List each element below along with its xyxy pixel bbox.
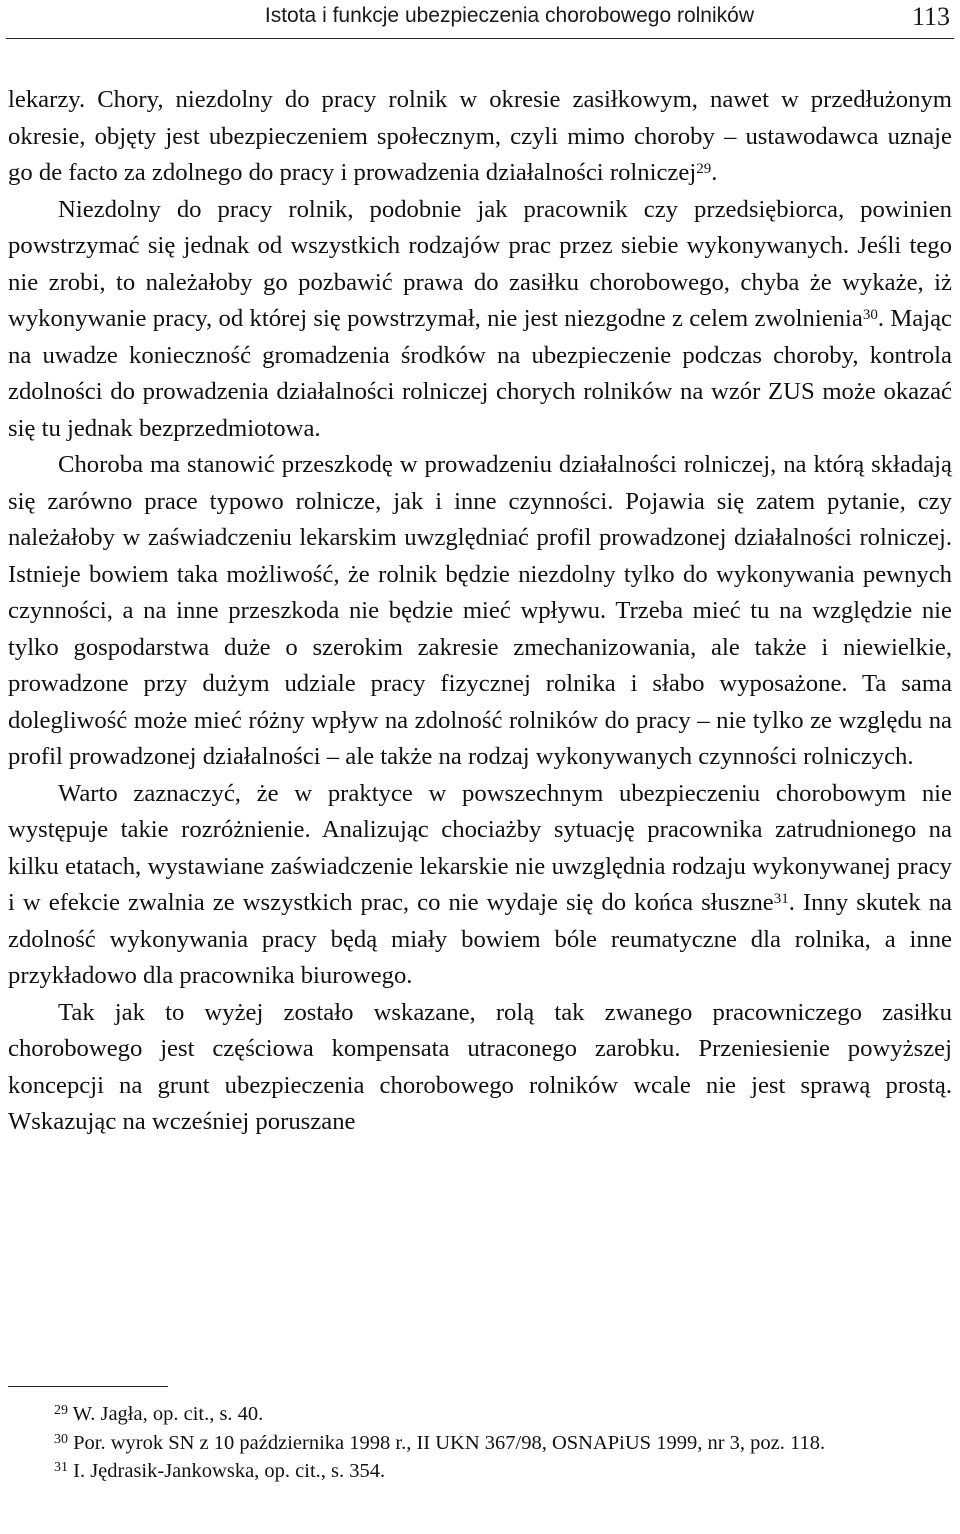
footnote-29: $^{29}$ W. Jagła, op. cit., s. 40. — [54, 1403, 264, 1425]
footnote-ref-30[interactable]: 30 — [862, 307, 878, 323]
paragraph-4: Warto zaznaczyć, że w praktyce w powszechnym ubezpieczeniu chorobowym nie występuje takie rozróżnienie. Analizując chociażby sytuację pracownika zatrudnionego na kilku etatach, wystawiane zaświadczenie lekarskie nie uwzględnia rodzaju wykonywanej pracy i w efekcie zwalnia ze wszystkich prac, co nie wydaje się do końca słuszne$^{31}$. Inny skutek na zdolność wykonywania pracy będą miały bowiem bóle reumatyczne dla rolnika, a inne przykładowo dla pracownika biurowego. — [8, 779, 952, 989]
footnote-30: $^{30}$ Por. wyrok SN z 10 października 1998 r., II UKN 367/98, OSNAPiUS 1999, nr 3, poz. 118. — [54, 1431, 826, 1454]
paragraph-5: Tak jak to wyżej zostało wskazane, rolą tak zwanego pracowniczego zasiłku chorobowego jest częściowa kompensata utraconego zarobku. Przeniesienie powyższej koncepcji na grunt ubezpieczenia chorobowego rolników wcale nie jest sprawą prostą. Wskazując na wcześniej poruszane — [8, 998, 952, 1135]
paragraph-3: Choroba ma stanowić przeszkodę w prowadzeniu działalności rolniczej, na którą składają się zarówno prace typowo rolnicze, jak i inne czynności. Pojawia się zatem pytanie, czy należałoby w zaświadczeniu lekarskim uwzględniać profil prowadzonej działalności rolniczej. Istnieje bowiem taka możliwość, że rolnik będzie niezdolny tylko do wykonywania pewnych czynności, a na inne przeszkoda nie będzie mieć wpływu. Trzeba mieć tu na względzie nie tylko gospodarstwa duże o szerokim zakresie zmechanizowania, ale także i niewielkie, prowadzone przy dużym udziale pracy fizycznej rolnika i słabo wyposażone. Ta sama dolegliwość może mieć różny wpływ na zdolność rolników do pracy – nie tylko ze względu na profil prowadzonej działalności – ale także na rodzaj wykonywanych czynności rolniczych. — [8, 451, 952, 770]
page-number: 113 — [911, 2, 950, 31]
footnote-separator — [8, 1386, 168, 1387]
footnote-31: $^{31}$ I. Jędrasik-Jankowska, op. cit., s. 354. — [54, 1460, 386, 1482]
footnote-ref-31[interactable]: 31 — [773, 891, 789, 907]
running-header — [6, 0, 954, 39]
footnote-ref-29[interactable]: 29 — [696, 161, 712, 177]
running-title: Istota i funkcje ubezpieczenia chorobowego rolników — [264, 4, 754, 27]
paragraph-1: lekarzy. Chory, niezdolny do pracy rolnik w okresie zasiłkowym, nawet w przedłużonym okresie, objęty jest ubezpieczeniem społecznym, czyli mimo choroby – ustawodawca uznaje go de facto za zdolnego do pracy i prowadzenia działalności rolniczej$^{29}$. — [8, 86, 952, 186]
main-text — [8, 82, 952, 1141]
footnotes — [8, 1400, 952, 1486]
paragraph-2: Niezdolny do pracy rolnik, podobnie jak pracownik czy przedsiębiorca, powinien powstrzymać się jednak od wszystkich rodzajów prac przez siebie wykonywanych. Jeśli tego nie zrobi, to należałoby go pozbawić prawa do zasiłku chorobowego, chyba że wykaże, iż wykonywanie pracy, od której się powstrzymał, nie jest niezgodne z celem zwolnienia$^{30}$. Mając na uwadze konieczność gromadzenia środków na ubezpieczenie podczas choroby, kontrola zdolności do prowadzenia działalności rolniczej chorych rolników na wzór ZUS może okazać się tu jednak bezprzedmiotowa. — [8, 195, 952, 442]
